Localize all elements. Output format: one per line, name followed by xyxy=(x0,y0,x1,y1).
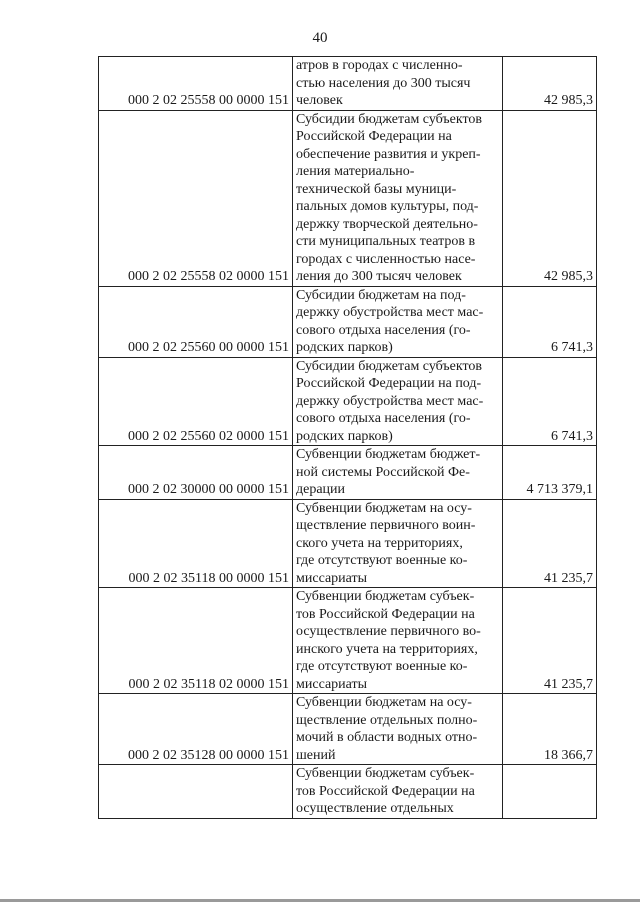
amount-cell: 6 741,3 xyxy=(503,286,597,357)
description-line: Субвенции бюджетам субъек- xyxy=(296,766,475,781)
description-cell xyxy=(293,499,503,588)
page-bottom-edge xyxy=(0,899,640,902)
description-line: ления материально- xyxy=(296,164,415,179)
description-cell xyxy=(293,446,503,500)
description-cell xyxy=(293,57,503,111)
budget-code-cell: 000 2 02 25560 00 0000 151 xyxy=(99,286,293,357)
description-line: миссариаты xyxy=(296,676,368,692)
description-line: где отсутствуют военные ко- xyxy=(296,553,468,568)
table-row xyxy=(99,765,597,819)
amount-cell: 42 985,3 xyxy=(503,110,597,286)
description-line: родских парков) xyxy=(296,340,393,355)
description-line: Российской Федерации на под- xyxy=(296,376,482,391)
amount-cell: 6 741,3 xyxy=(503,357,597,446)
description-line: технической базы муници- xyxy=(296,181,457,197)
description-line: ществление первичного воин- xyxy=(296,518,476,533)
budget-code-cell: 000 2 02 30000 00 0000 151 xyxy=(99,446,293,500)
table-row xyxy=(99,110,597,286)
budget-code-cell xyxy=(99,765,293,819)
description-cell xyxy=(293,357,503,446)
description-cell xyxy=(293,588,503,694)
description-line: сового отдыха населения (го- xyxy=(296,322,471,338)
description-line: осуществление отдельных xyxy=(296,801,454,816)
description-line: Субсидии бюджетам на под- xyxy=(296,287,466,303)
description-line: стью населения до 300 тысяч xyxy=(296,75,471,91)
description-line: сти муниципальных театров в xyxy=(296,234,476,249)
budget-code-cell: 000 2 02 35128 00 0000 151 xyxy=(99,694,293,765)
description-line: ществление отдельных полно- xyxy=(296,712,478,728)
table-row xyxy=(99,499,597,588)
description-line: родских парков) xyxy=(296,428,393,444)
description-line: держку обустройства мест мас- xyxy=(296,393,484,409)
budget-code-cell: 000 2 02 35118 02 0000 151 xyxy=(99,588,293,694)
description-line: где отсутствуют военные ко- xyxy=(296,659,468,674)
amount-cell: 42 985,3 xyxy=(503,57,597,111)
description-line: сового отдыха населения (го- xyxy=(296,411,471,426)
description-line: миссариаты xyxy=(296,570,368,586)
description-line: Субвенции бюджетам бюджет- xyxy=(296,447,481,462)
description-line: держку обустройства мест мас- xyxy=(296,305,484,320)
table-row xyxy=(99,286,597,357)
description-line: инского учета на территориях, xyxy=(296,641,478,657)
description-line: держку творческой деятельно- xyxy=(296,216,478,232)
description-cell xyxy=(293,765,503,819)
description-line: Субсидии бюджетам субъектов xyxy=(296,358,483,374)
description-line: ной системы Российской Фе- xyxy=(296,464,470,480)
description-line: обеспечение развития и укреп- xyxy=(296,146,481,162)
amount-cell: 41 235,7 xyxy=(503,499,597,588)
description-line: осуществление первичного во- xyxy=(296,624,481,639)
description-line: человек xyxy=(296,93,343,108)
budget-code-cell: 000 2 02 25558 02 0000 151 xyxy=(99,110,293,286)
description-line: атров в городах с численно- xyxy=(296,58,463,73)
description-cell xyxy=(293,110,503,286)
description-line: тов Российской Федерации на xyxy=(296,606,475,622)
description-cell xyxy=(293,694,503,765)
description-line: Российской Федерации на xyxy=(296,129,452,144)
amount-cell: 4 713 379,1 xyxy=(503,446,597,500)
description-line: Субвенции бюджетам на осу- xyxy=(296,695,472,710)
amount-cell: 18 366,7 xyxy=(503,694,597,765)
budget-code-cell: 000 2 02 25560 02 0000 151 xyxy=(99,357,293,446)
table-row xyxy=(99,588,597,694)
table-row xyxy=(99,694,597,765)
description-cell xyxy=(293,286,503,357)
amount-cell xyxy=(503,765,597,819)
page-number: 40 xyxy=(312,30,328,46)
budget-table-body xyxy=(99,57,597,819)
amount-cell: 41 235,7 xyxy=(503,588,597,694)
description-line: городах с численностью насе- xyxy=(296,251,476,267)
budget-table xyxy=(98,56,597,819)
description-line: тов Российской Федерации на xyxy=(296,783,475,799)
description-line: Субвенции бюджетам на осу- xyxy=(296,500,472,516)
budget-code-cell: 000 2 02 35118 00 0000 151 xyxy=(99,499,293,588)
description-line: ского учета на территориях, xyxy=(296,535,463,551)
description-line: шений xyxy=(296,747,336,763)
table-row xyxy=(99,357,597,446)
table-row xyxy=(99,446,597,500)
description-line: пальных домов культуры, под- xyxy=(296,199,479,214)
description-line: дерации xyxy=(296,482,346,497)
description-line: ления до 300 тысяч человек xyxy=(296,269,462,284)
table-row xyxy=(99,57,597,111)
description-line: Субсидии бюджетам субъектов xyxy=(296,111,483,127)
budget-code-cell: 000 2 02 25558 00 0000 151 xyxy=(99,57,293,111)
description-line: Субвенции бюджетам субъек- xyxy=(296,589,475,604)
description-line: мочий в области водных отно- xyxy=(296,730,478,745)
